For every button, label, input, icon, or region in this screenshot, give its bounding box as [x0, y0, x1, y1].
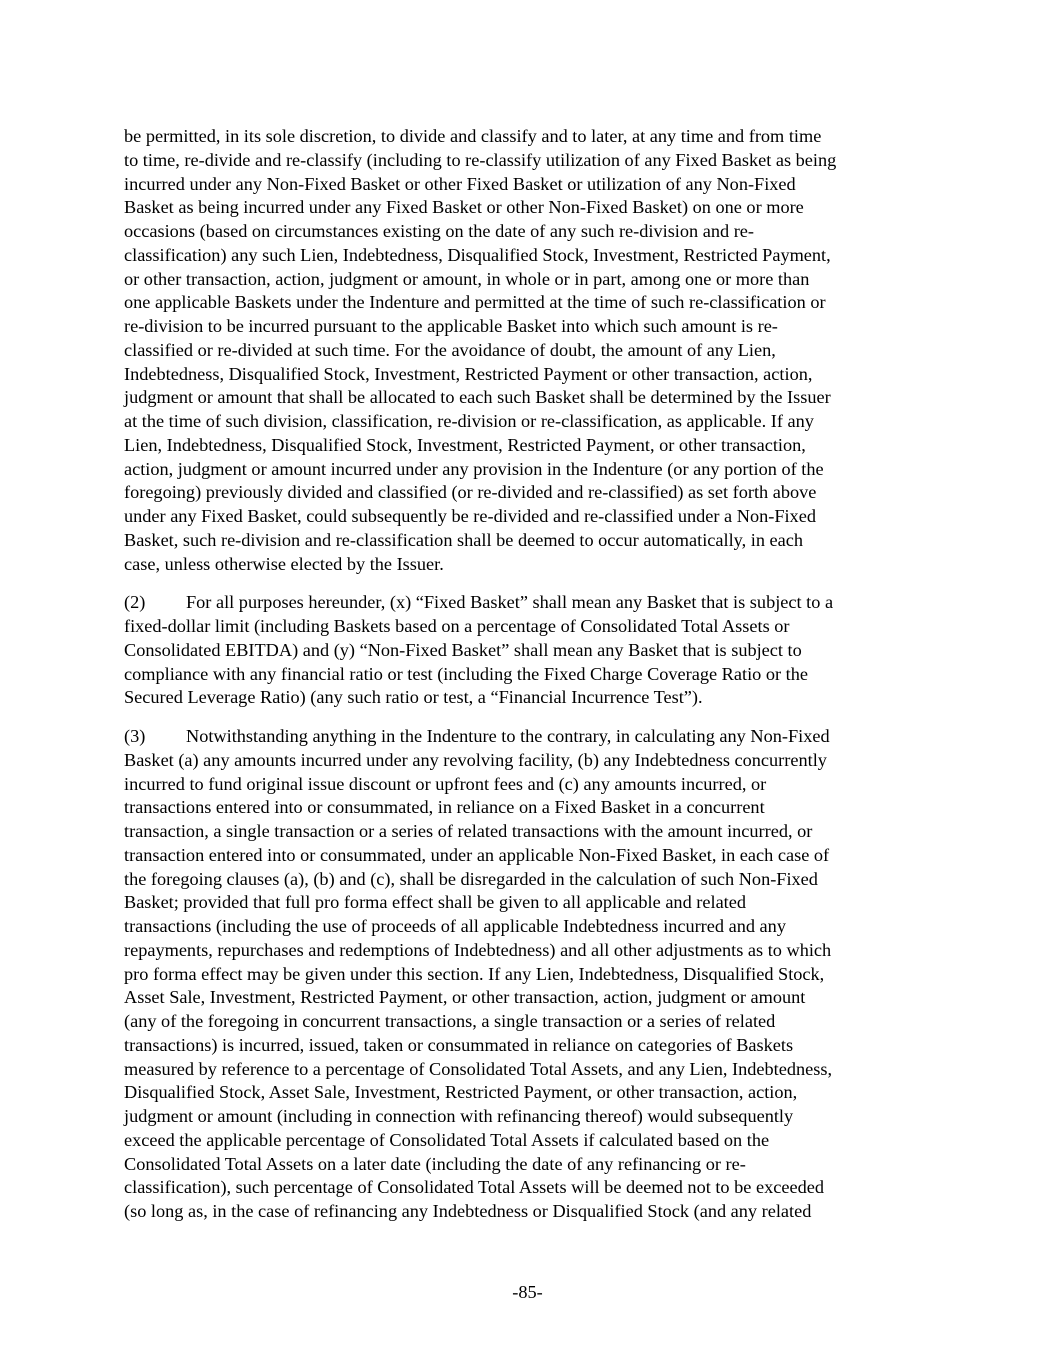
text-line-content: Notwithstanding anything in the Indenture to the contrary, in calculating any Non-Fixed — [186, 726, 830, 746]
text-line: re-division to be incurred pursuant to the applicable Basket into which such amount is re- — [124, 316, 778, 336]
text-line: measured by reference to a percentage of Consolidated Total Assets, and any Lien, Indebtedness, — [124, 1058, 833, 1079]
text-line: transactions entered into or consummated, in reliance on a Fixed Basket in a concurrent — [124, 797, 765, 818]
text-line: transactions) is incurred, issued, taken or consummated in reliance on categories of Baskets — [124, 1034, 794, 1055]
text-line: or other transaction, action, judgment or amount, in whole or in part, among one or more than — [124, 268, 810, 289]
text-line: Lien, Indebtedness, Disqualified Stock, Investment, Restricted Payment, or other transaction, — [124, 434, 806, 455]
text-line: Consolidated EBITDA) and (y) “Non-Fixed Basket” shall mean any Basket that is subject to — [124, 639, 802, 660]
page-number: -85- — [512, 1282, 543, 1302]
text-line: case, unless otherwise elected by the Issuer. — [124, 553, 444, 574]
text-line: occasions (based on circumstances existing on the date of any such re-division and re- — [124, 221, 754, 241]
paragraph-3 — [124, 725, 924, 1224]
paragraph-2 — [124, 591, 924, 710]
text-line: incurred to fund original issue discount or upfront fees and (c) any amounts incurred, or — [124, 773, 767, 794]
text-line: compliance with any financial ratio or test (including the Fixed Charge Coverage Ratio or the — [124, 663, 808, 684]
text-line: classification), such percentage of Consolidated Total Assets will be deemed not to be exceeded — [124, 1177, 824, 1198]
text-line: classification) any such Lien, Indebtedness, Disqualified Stock, Investment, Restricted Payment, — [124, 244, 831, 265]
text-line: transaction, a single transaction or a series of related transactions with the amount incurred, or — [124, 821, 813, 841]
text-line: pro forma effect may be given under this section. If any Lien, Indebtedness, Disqualified Stock, — [124, 963, 825, 984]
text-line: repayments, repurchases and redemptions of Indebtedness) and all other adjustments as to which — [124, 939, 832, 960]
text-line: judgment or amount that shall be allocated to each such Basket shall be determined by the Issuer — [124, 387, 831, 408]
text-line: be permitted, in its sole discretion, to divide and classify and to later, at any time and from time — [124, 126, 822, 146]
text-line: at the time of such division, classification, re-division or re-classification, as applicable. If any — [124, 411, 814, 431]
text-line — [124, 591, 924, 615]
text-line: incurred under any Non-Fixed Basket or other Fixed Basket or utilization of any Non-Fixed — [124, 173, 796, 194]
text-line: (so long as, in the case of refinancing any Indebtedness or Disqualified Stock (and any related — [124, 1201, 812, 1221]
text-line: Basket, such re-division and re-classification shall be deemed to occur automatically, in each — [124, 529, 804, 550]
text-line: (any of the foregoing in concurrent transactions, a single transaction or a series of related — [124, 1011, 776, 1031]
text-line: Secured Leverage Ratio) (any such ratio or test, a “Financial Incurrence Test”). — [124, 687, 703, 708]
text-line: Basket (a) any amounts incurred under any revolving facility, (b) any Indebtedness concurrently — [124, 749, 827, 770]
text-line: fixed-dollar limit (including Baskets based on a percentage of Consolidated Total Assets or — [124, 616, 790, 636]
text-line: judgment or amount (including in connection with refinancing thereof) would subsequently — [124, 1106, 794, 1126]
text-line: under any Fixed Basket, could subsequently be re-divided and re-classified under a Non-Fixed — [124, 506, 816, 526]
text-line: transactions (including the use of proceeds of all applicable Indebtedness incurred and any — [124, 916, 786, 936]
text-line: one applicable Baskets under the Indenture and permitted at the time of such re-classification or — [124, 292, 826, 313]
text-line: Consolidated Total Assets on a later date (including the date of any refinancing or re- — [124, 1153, 746, 1174]
text-line: Asset Sale, Investment, Restricted Payment, or other transaction, action, judgment or amount — [124, 987, 806, 1008]
paragraph-number: (3) — [124, 726, 146, 746]
text-line: Indebtedness, Disqualified Stock, Investment, Restricted Payment or other transaction, action, — [124, 363, 813, 384]
text-line: the foregoing clauses (a), (b) and (c), shall be disregarded in the calculation of such Non-Fixed — [124, 868, 818, 889]
text-line: to time, re-divide and re-classify (including to re-classify utilization of any Fixed Basket as being — [124, 149, 837, 170]
text-line: foregoing) previously divided and classified (or re-divided and re-classified) as set forth above — [124, 482, 817, 503]
text-line: Disqualified Stock, Asset Sale, Investment, Restricted Payment, or other transaction, action, — [124, 1082, 798, 1103]
text-line-content: For all purposes hereunder, (x) “Fixed Basket” shall mean any Basket that is subject to a — [186, 592, 834, 613]
text-line: action, judgment or amount incurred under any provision in the Indenture (or any portion of the — [124, 458, 824, 479]
text-line: transaction entered into or consummated, under an applicable Non-Fixed Basket, in each case of — [124, 844, 830, 865]
document-body — [124, 125, 924, 1239]
paragraph-number: (2) — [124, 592, 146, 613]
text-line: Basket; provided that full pro forma effect shall be given to all applicable and related — [124, 892, 747, 913]
text-line — [124, 725, 924, 749]
text-line: exceed the applicable percentage of Consolidated Total Assets if calculated based on the — [124, 1129, 770, 1150]
text-line: Basket as being incurred under any Fixed Basket or other Non-Fixed Basket) on one or more — [124, 197, 804, 218]
paragraph-continuation — [124, 125, 924, 576]
text-line: classified or re-divided at such time. For the avoidance of doubt, the amount of any Lien, — [124, 339, 776, 360]
